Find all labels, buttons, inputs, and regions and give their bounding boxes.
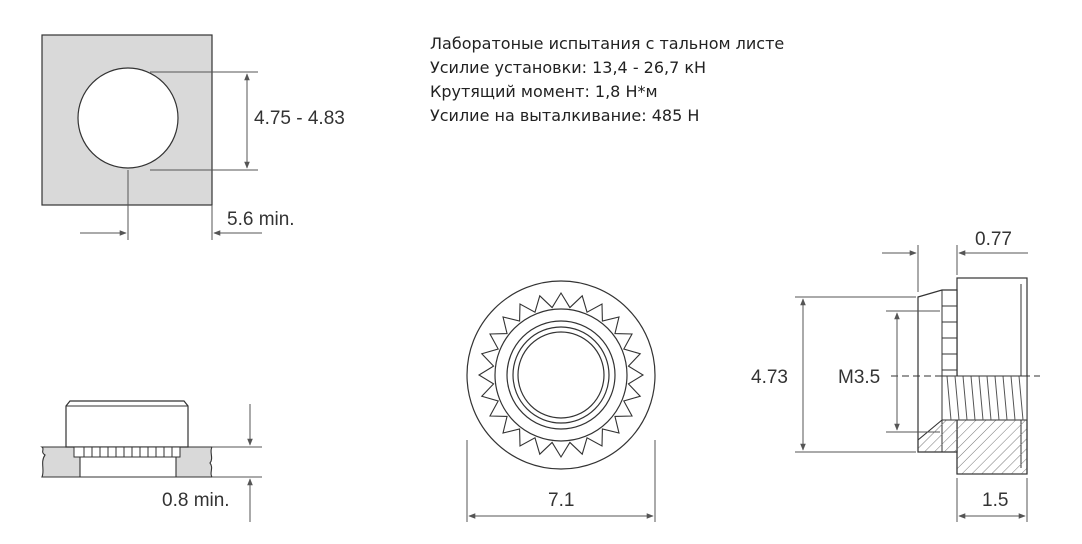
thread-bore <box>518 332 604 418</box>
mounting-hole <box>78 68 178 168</box>
sheet-right-section <box>176 447 212 477</box>
edge-distance-label: 5.6 min. <box>227 209 295 230</box>
spec-line-installation-force: Усилие установки: 13,4 - 26,7 кН <box>430 58 707 77</box>
nut-head <box>66 401 188 447</box>
outer-diameter-label: 7.1 <box>548 490 575 511</box>
installed-side-view <box>42 401 262 522</box>
hole-diameter-label: 4.75 - 4.83 <box>254 108 345 129</box>
section-hatch <box>918 420 1027 474</box>
spec-line-lab-tests: Лаборатоные испытания с тальном листе <box>430 34 785 53</box>
thread-label: M3.5 <box>838 367 881 388</box>
shank-length-label: 0.77 <box>975 229 1012 250</box>
nut-section-view <box>751 229 1040 522</box>
spec-line-pushout-force: Усилие на выталкивание: 485 Н <box>430 106 700 125</box>
head-length-label: 1.5 <box>982 490 1009 511</box>
nut-top-view <box>467 281 655 522</box>
mounting-hole-view <box>42 35 345 240</box>
body-height-label: 4.73 <box>751 367 788 388</box>
spec-line-torque: Крутящий момент: 1,8 Н*м <box>430 82 658 101</box>
sheet-thickness-label: 0.8 min. <box>162 490 230 511</box>
